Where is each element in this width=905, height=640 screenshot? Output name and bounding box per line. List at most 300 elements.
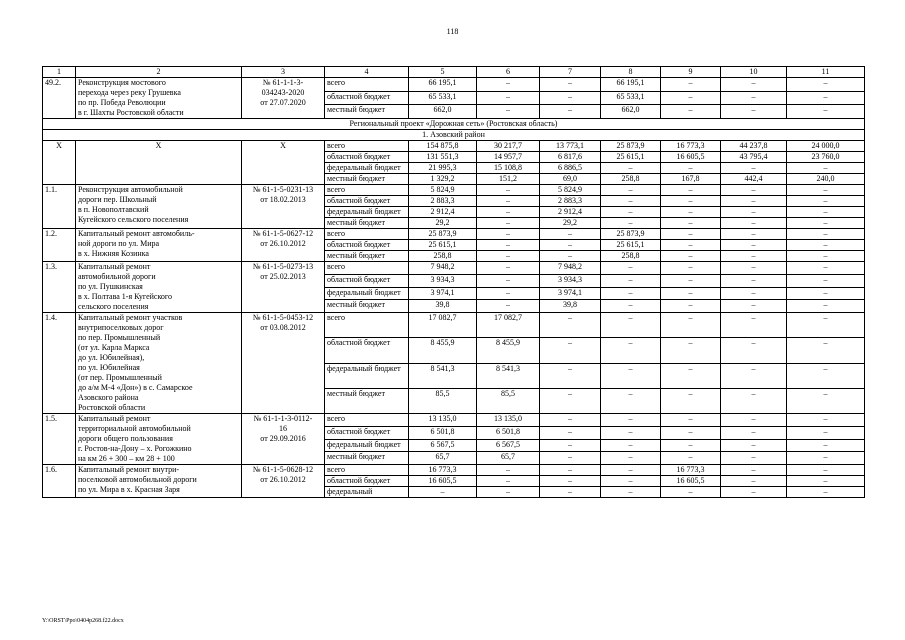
project-item-name-line: сельского поселения: [78, 302, 149, 311]
project-item-name-line: Ростовской области: [78, 403, 146, 412]
funding-value: –: [601, 363, 661, 388]
item-49-2-name: [76, 78, 242, 119]
column-header: 2: [76, 67, 242, 78]
funding-value: 662,0: [409, 105, 477, 119]
funding-value: –: [477, 78, 540, 92]
funding-value: –: [721, 196, 787, 207]
funding-value: –: [540, 313, 601, 338]
project-item-number: 1.5.: [43, 414, 76, 465]
funding-value: –: [721, 185, 787, 196]
funding-value: 13 135,0: [409, 414, 477, 427]
funding-value: –: [601, 262, 661, 275]
funding-value: 85,5: [477, 388, 540, 413]
funding-value: –: [601, 465, 661, 476]
funding-value: –: [540, 363, 601, 388]
funding-value: 24 000,0: [787, 141, 865, 152]
project-item-document-line: от 26.10.2012: [260, 239, 306, 248]
funding-value: –: [721, 313, 787, 338]
funding-value: –: [601, 439, 661, 452]
funding-value: –: [661, 262, 721, 275]
section-title-row: [43, 119, 865, 130]
funding-value: 151,2: [477, 174, 540, 185]
project-item-name-line: дороги пер. Школьный: [78, 195, 157, 204]
funding-value: –: [477, 105, 540, 119]
funding-value: –: [787, 287, 865, 300]
funding-value: 14 957,7: [477, 152, 540, 163]
funding-value: 43 795,4: [721, 152, 787, 163]
funding-value: 16 773,3: [409, 465, 477, 476]
funding-value: –: [477, 487, 540, 498]
funding-source: местный бюджет: [325, 218, 409, 229]
funding-value: –: [721, 426, 787, 439]
funding-value: –: [787, 218, 865, 229]
project-item-row: [43, 229, 865, 240]
funding-value: 2 912,4: [409, 207, 477, 218]
funding-value: 65 533,1: [601, 91, 661, 105]
funding-value: 23 760,0: [787, 152, 865, 163]
funding-value: –: [540, 452, 601, 465]
funding-value: –: [661, 487, 721, 498]
project-item-document-line: № 61-1-5-0231-13: [252, 185, 314, 194]
project-item-document: [242, 262, 325, 313]
funding-value: –: [661, 439, 721, 452]
project-item-name-line: автомобильной дороги: [78, 272, 156, 281]
project-item-name-line: по ул. Мира в х. Красная Заря: [78, 485, 180, 494]
funding-value: –: [477, 196, 540, 207]
funding-source: областной бюджет: [325, 91, 409, 105]
funding-value: –: [721, 274, 787, 287]
funding-value: –: [661, 196, 721, 207]
funding-value: –: [787, 363, 865, 388]
funding-value: –: [787, 185, 865, 196]
funding-value: 442,4: [721, 174, 787, 185]
page-number: 118: [446, 27, 459, 36]
funding-value: 25 615,1: [601, 152, 661, 163]
funding-value: 25 873,9: [601, 141, 661, 152]
project-item-name-line: ной дороги по ул. Мира: [78, 239, 160, 248]
funding-value: –: [661, 426, 721, 439]
project-item-name-line: по ул. Юбилейная: [78, 363, 140, 372]
project-item-name-line: (от пер. Промышленный: [78, 373, 162, 382]
funding-value: 6 886,5: [540, 163, 601, 174]
funding-value: –: [721, 262, 787, 275]
funding-value: –: [721, 465, 787, 476]
funding-value: –: [721, 476, 787, 487]
project-item-row: [43, 313, 865, 338]
funding-value: –: [477, 476, 540, 487]
funding-source: всего: [325, 465, 409, 476]
funding-source: федеральный бюджет: [325, 163, 409, 174]
funding-value: 65,7: [477, 452, 540, 465]
project-item-name-line: в п. Новополтавский: [78, 205, 149, 214]
funding-source: федеральный: [325, 487, 409, 498]
funding-value: 15 108,8: [477, 163, 540, 174]
funding-value: 16 605,5: [661, 152, 721, 163]
funding-value: –: [477, 274, 540, 287]
project-item-name-line: Капитальный ремонт участков: [78, 313, 183, 322]
funding-value: 3 934,3: [409, 274, 477, 287]
funding-value: –: [601, 338, 661, 363]
funding-source: местный бюджет: [325, 251, 409, 262]
item-49-2-row: [43, 78, 865, 92]
item-49-2-name-line: в г. Шахты Ростовской области: [78, 108, 184, 117]
funding-value: –: [540, 476, 601, 487]
funding-value: –: [787, 229, 865, 240]
funding-value: –: [721, 163, 787, 174]
funding-value: 3 934,3: [540, 274, 601, 287]
column-header: 7: [540, 67, 601, 78]
funding-value: 16 605,5: [661, 476, 721, 487]
project-item-name-line: территориальной автомобильной: [78, 424, 191, 433]
funding-value: –: [477, 262, 540, 275]
funding-value: –: [787, 251, 865, 262]
funding-value: 6 501,8: [409, 426, 477, 439]
funding-value: –: [787, 207, 865, 218]
project-item-document-line: № 61-1-5-0453-12: [252, 313, 314, 322]
funding-value: –: [540, 487, 601, 498]
budget-table: [42, 66, 865, 498]
funding-value: –: [540, 91, 601, 105]
funding-value: –: [540, 240, 601, 251]
header-row: [43, 67, 865, 78]
section-title: Региональный проект «Дорожная сеть» (Ростовская область): [43, 119, 865, 130]
column-header: 8: [601, 67, 661, 78]
funding-value: 8 541,3: [477, 363, 540, 388]
funding-value: –: [601, 300, 661, 313]
funding-value: 2 883,3: [409, 196, 477, 207]
funding-value: –: [787, 452, 865, 465]
project-item-document: [242, 185, 325, 229]
project-item-number: 1.6.: [43, 465, 76, 498]
funding-value: 167,8: [661, 174, 721, 185]
funding-source: областной бюджет: [325, 338, 409, 363]
funding-value: –: [661, 91, 721, 105]
funding-value: –: [477, 207, 540, 218]
funding-value: –: [540, 439, 601, 452]
funding-value: –: [787, 274, 865, 287]
column-header: 9: [661, 67, 721, 78]
funding-value: 25 615,1: [601, 240, 661, 251]
funding-source: всего: [325, 141, 409, 152]
funding-value: –: [787, 338, 865, 363]
funding-value: –: [721, 251, 787, 262]
funding-value: 3 974,1: [540, 287, 601, 300]
funding-value: 65 533,1: [409, 91, 477, 105]
item-49-2-number: 49.2.: [43, 78, 76, 119]
funding-value: 7 948,2: [540, 262, 601, 275]
project-item-name: [76, 262, 242, 313]
column-header: 3: [242, 67, 325, 78]
funding-value: –: [601, 185, 661, 196]
project-item-document: [242, 313, 325, 414]
funding-value: 17 082,7: [409, 313, 477, 338]
funding-value: –: [787, 240, 865, 251]
project-item-name-line: Азовского района: [78, 393, 139, 402]
funding-source: федеральный бюджет: [325, 287, 409, 300]
funding-value: 25 873,9: [601, 229, 661, 240]
column-header: 5: [409, 67, 477, 78]
funding-value: 258,8: [409, 251, 477, 262]
funding-value: –: [721, 300, 787, 313]
funding-source: областной бюджет: [325, 152, 409, 163]
funding-value: 16 605,5: [409, 476, 477, 487]
funding-value: –: [601, 313, 661, 338]
item-49-2-name-line: по пр. Победа Революции: [78, 98, 166, 107]
funding-value: –: [540, 388, 601, 413]
funding-value: –: [477, 218, 540, 229]
funding-value: –: [787, 262, 865, 275]
funding-value: –: [661, 185, 721, 196]
funding-source: всего: [325, 313, 409, 338]
funding-source: областной бюджет: [325, 274, 409, 287]
project-item-name-line: внутрипоселковых дорог: [78, 323, 164, 332]
funding-value: 6 501,8: [477, 426, 540, 439]
funding-source: всего: [325, 78, 409, 92]
funding-value: –: [661, 452, 721, 465]
project-item-document-line: от 29.09.2016: [260, 434, 306, 443]
funding-source: всего: [325, 229, 409, 240]
funding-value: –: [721, 388, 787, 413]
funding-value: 13 773,1: [540, 141, 601, 152]
funding-value: –: [787, 196, 865, 207]
funding-value: –: [601, 218, 661, 229]
funding-value: 240,0: [787, 174, 865, 185]
funding-value: –: [787, 476, 865, 487]
funding-value: –: [661, 163, 721, 174]
funding-value: 66 195,1: [601, 78, 661, 92]
project-item-name-line: до ул. Юбилейная),: [78, 353, 145, 362]
column-header: 10: [721, 67, 787, 78]
district-total-document: X: [242, 141, 325, 185]
district-total-name: X: [76, 141, 242, 185]
project-item-name: [76, 185, 242, 229]
funding-value: –: [787, 465, 865, 476]
project-item-document-line: от 25.02.2013: [260, 272, 306, 281]
funding-value: –: [601, 452, 661, 465]
project-item-number: 1.1.: [43, 185, 76, 229]
funding-source: всего: [325, 414, 409, 427]
funding-value: –: [477, 251, 540, 262]
funding-value: –: [661, 414, 721, 427]
funding-value: –: [721, 91, 787, 105]
funding-value: –: [661, 207, 721, 218]
column-header: 6: [477, 67, 540, 78]
project-item-row: [43, 262, 865, 275]
project-item-row: [43, 465, 865, 476]
project-item-name: [76, 414, 242, 465]
funding-value: –: [661, 274, 721, 287]
funding-value: –: [721, 78, 787, 92]
project-item-name-line: Капитальный ремонт автомобиль-: [78, 229, 195, 238]
funding-value: 258,8: [601, 174, 661, 185]
funding-value: 16 773,3: [661, 141, 721, 152]
project-item-document-line: № 61-1-5-0628-12: [252, 465, 314, 474]
project-item-name-line: поселковой автомобильной дороги: [78, 475, 197, 484]
project-item-document-line: № 61-1-5-0273-13: [252, 262, 314, 271]
project-item-document-line: № 61-1-1-3-0112-: [253, 414, 313, 423]
funding-value: 21 995,3: [409, 163, 477, 174]
funding-value: –: [721, 414, 787, 427]
funding-value: 131 551,3: [409, 152, 477, 163]
funding-value: –: [661, 388, 721, 413]
funding-value: –: [601, 274, 661, 287]
item-49-2-name-line: перехода через реку Грушевка: [78, 88, 181, 97]
funding-value: –: [477, 300, 540, 313]
funding-value: 2 912,4: [540, 207, 601, 218]
funding-value: –: [477, 229, 540, 240]
item-49-2-document-line: от 27.07.2020: [260, 98, 306, 107]
funding-value: –: [721, 207, 787, 218]
project-item-name-line: по пер. Промышленный: [78, 333, 161, 342]
funding-value: –: [787, 105, 865, 119]
funding-value: –: [601, 196, 661, 207]
funding-source: областной бюджет: [325, 240, 409, 251]
project-item-name-line: на км 26 + 300 – км 28 + 100: [78, 454, 175, 463]
funding-value: –: [661, 105, 721, 119]
funding-value: 2 883,3: [540, 196, 601, 207]
funding-value: –: [477, 91, 540, 105]
funding-value: 16 773,3: [661, 465, 721, 476]
funding-value: –: [409, 487, 477, 498]
funding-value: –: [661, 313, 721, 338]
funding-value: 258,8: [601, 251, 661, 262]
project-item-document-line: от 18.02.2013: [260, 195, 306, 204]
funding-value: –: [661, 363, 721, 388]
funding-value: –: [601, 476, 661, 487]
column-header: 1: [43, 67, 76, 78]
funding-value: 154 875,8: [409, 141, 477, 152]
project-item-name-line: в х. Нижняя Козинка: [78, 249, 149, 258]
district-total-row: [43, 141, 865, 152]
funding-value: –: [540, 78, 601, 92]
funding-source: местный бюджет: [325, 174, 409, 185]
item-49-2-document-line: № 61-1-1-3-: [262, 78, 304, 87]
funding-source: местный бюджет: [325, 388, 409, 413]
funding-source: областной бюджет: [325, 196, 409, 207]
funding-value: –: [661, 229, 721, 240]
project-item-document-line: 16: [279, 424, 287, 433]
funding-value: –: [540, 338, 601, 363]
funding-value: –: [787, 388, 865, 413]
funding-value: –: [540, 229, 601, 240]
funding-value: 17 082,7: [477, 313, 540, 338]
funding-value: –: [721, 287, 787, 300]
project-item-name-line: Капитальный ремонт внутри-: [78, 465, 180, 474]
funding-value: –: [787, 313, 865, 338]
funding-source: всего: [325, 262, 409, 275]
funding-value: –: [601, 207, 661, 218]
funding-value: –: [787, 487, 865, 498]
funding-value: –: [540, 414, 601, 427]
funding-value: 8 455,9: [477, 338, 540, 363]
funding-value: 662,0: [601, 105, 661, 119]
project-item-name-line: в х. Полтава 1-я Кугейского: [78, 292, 173, 301]
funding-value: 29,2: [540, 218, 601, 229]
funding-value: –: [661, 240, 721, 251]
project-item-name: [76, 229, 242, 262]
funding-value: –: [601, 414, 661, 427]
project-item-name: [76, 465, 242, 498]
project-item-document-line: от 26.10.2012: [260, 475, 306, 484]
funding-value: –: [721, 439, 787, 452]
project-item-document-line: № 61-1-5-0627-12: [252, 229, 314, 238]
funding-value: –: [661, 287, 721, 300]
funding-value: –: [540, 105, 601, 119]
funding-source: областной бюджет: [325, 426, 409, 439]
project-item-name-line: (от ул. Карла Маркса: [78, 343, 150, 352]
project-item-document: [242, 465, 325, 498]
funding-source: местный бюджет: [325, 300, 409, 313]
funding-value: –: [787, 91, 865, 105]
funding-value: 13 135,0: [477, 414, 540, 427]
project-item-name-line: Капитальный ремонт: [78, 414, 151, 423]
funding-value: –: [787, 300, 865, 313]
funding-value: –: [721, 105, 787, 119]
funding-value: 69,0: [540, 174, 601, 185]
funding-value: 65,7: [409, 452, 477, 465]
funding-value: –: [601, 426, 661, 439]
project-item-name: [76, 313, 242, 414]
item-49-2-name-line: Реконструкция мостового: [78, 78, 166, 87]
funding-value: –: [601, 388, 661, 413]
funding-source: областной бюджет: [325, 476, 409, 487]
funding-value: 29,2: [409, 218, 477, 229]
project-item-row: [43, 185, 865, 196]
project-item-name-line: Капитальный ремонт: [78, 262, 151, 271]
funding-source: федеральный бюджет: [325, 363, 409, 388]
funding-value: –: [477, 185, 540, 196]
column-header: 11: [787, 67, 865, 78]
funding-value: –: [787, 78, 865, 92]
funding-value: 1 329,2: [409, 174, 477, 185]
funding-value: 5 824,9: [409, 185, 477, 196]
funding-value: 30 217,7: [477, 141, 540, 152]
funding-value: 25 873,9: [409, 229, 477, 240]
funding-value: 85,5: [409, 388, 477, 413]
project-item-document-line: от 03.08.2012: [260, 323, 306, 332]
funding-value: 66 195,1: [409, 78, 477, 92]
funding-value: –: [477, 465, 540, 476]
item-49-2-document-line: 034243-2020: [261, 88, 305, 97]
funding-value: –: [661, 300, 721, 313]
project-item-name-line: г. Ростов-на-Дону – х. Рогожкино: [78, 444, 192, 453]
funding-value: 6 567,5: [409, 439, 477, 452]
district-title-row: [43, 130, 865, 141]
funding-value: –: [721, 240, 787, 251]
funding-value: 3 974,1: [409, 287, 477, 300]
district-title: 1. Азовский район: [43, 130, 865, 141]
funding-source: всего: [325, 185, 409, 196]
funding-value: –: [601, 163, 661, 174]
project-item-document: [242, 229, 325, 262]
project-item-name-line: до а/м М-4 «Дон») в с. Самарское: [78, 383, 193, 392]
funding-value: 39,8: [540, 300, 601, 313]
funding-value: –: [661, 338, 721, 363]
funding-value: 5 824,9: [540, 185, 601, 196]
funding-value: –: [540, 465, 601, 476]
funding-value: –: [601, 287, 661, 300]
funding-value: –: [721, 452, 787, 465]
project-item-row: [43, 414, 865, 427]
funding-source: местный бюджет: [325, 452, 409, 465]
funding-value: –: [540, 251, 601, 262]
funding-value: –: [661, 78, 721, 92]
district-total-number: X: [43, 141, 76, 185]
funding-value: 44 237,8: [721, 141, 787, 152]
project-item-name-line: Кугейского сельского поселения: [78, 215, 189, 224]
funding-value: 6 567,5: [477, 439, 540, 452]
funding-value: –: [661, 218, 721, 229]
